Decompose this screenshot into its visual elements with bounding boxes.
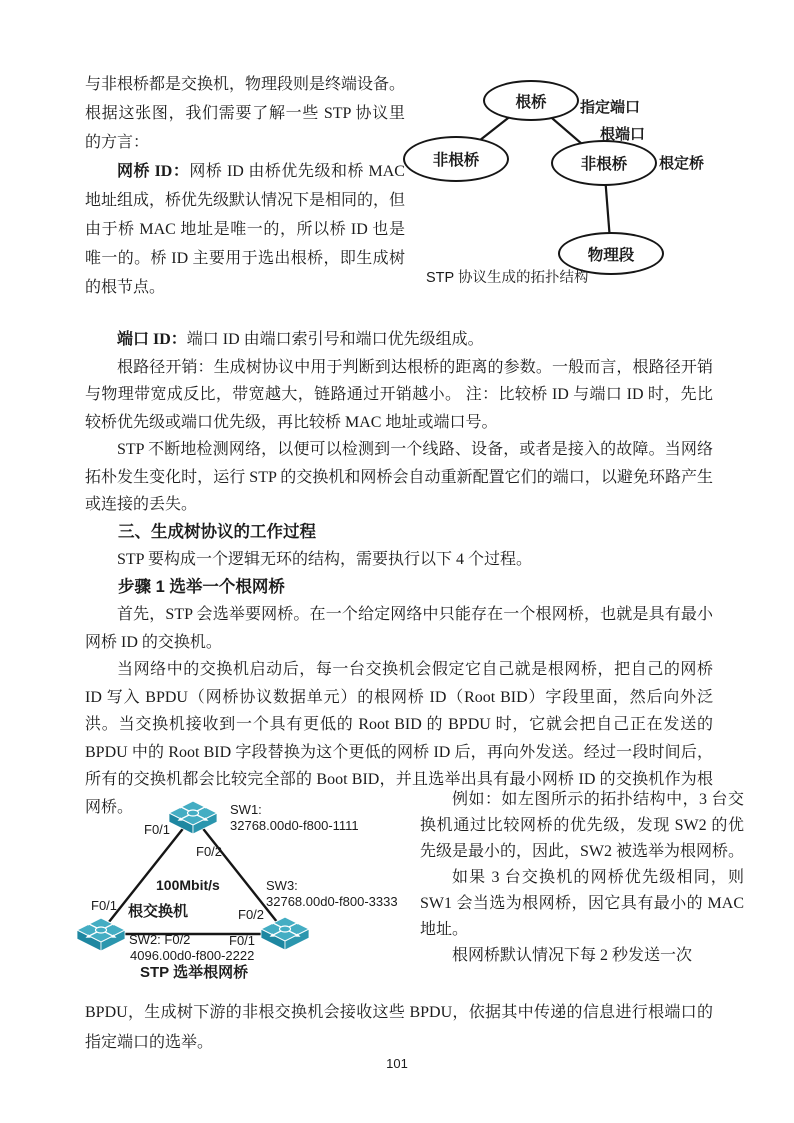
switch-network-diagram	[60, 792, 420, 992]
sw1-label	[230, 802, 359, 834]
sw2-name: SW2: F0/2	[129, 932, 191, 947]
root-switch-label: 根交换机	[128, 903, 189, 920]
paragraph-step1-detail: 当网络中的交换机启动后，每一台交换机会假定它自己就是根网桥，把自己的网桥 ID 写入 BPDU（网桥协议数据单元）的根网桥 ID（Root BID）字段里面，然后向外泛洪。当交换机接收到一个具有更低的 Root BID 的 BPDU 时，它就会把自己正在发送的 BPDU 中的 Root BID 字段替换为这个更低的网桥 ID 后，再向外发送。经过一段时间后，所有的交换机都会比较完全部的 Boot BID，并且选举出具有最小网桥 ID 的交换机作为根网桥。	[85, 661, 713, 816]
root-port-label: 根端口	[600, 126, 646, 143]
sw2-bridge-id: 4096.00d0-f800-2222	[130, 948, 255, 963]
sw3-name: SW3:	[266, 878, 298, 893]
paragraph-example: 例如：如左图所示的拓扑结构中，3 台交换机通过比较网桥的优先级，发现 SW2 的优先级是最小的，因此，SW2 被选举为根网桥。	[420, 791, 745, 860]
sw3-port-top-label: F0/2	[238, 907, 265, 922]
topo-node-nonroot-right	[551, 140, 657, 186]
sw1-name: SW1:	[230, 802, 262, 817]
bottom-text-block	[85, 998, 713, 1058]
sw3-bridge-id: 32768.00d0-f800-3333	[266, 894, 398, 909]
switch-icon	[76, 917, 126, 953]
paragraph-intro: 与非根桥都是交换机，物理段则是终端设备。根据这张图，我们需要了解一些 STP 协议里的方言：	[85, 76, 406, 151]
paragraph-port-id	[85, 326, 713, 354]
paragraph-four-steps: STP 要构成一个逻辑无环的结构，需要执行以下 4 个过程。	[117, 551, 532, 568]
example-text-column	[420, 787, 744, 969]
designated-port-label: 指定端口	[580, 99, 641, 116]
paragraph-same-priority: 如果 3 台交换机的网桥优先级相同，则 SW1 会当选为根网桥，因它具有最小的 MAC 地址。	[420, 869, 744, 938]
page-number: 101	[386, 1056, 408, 1071]
sw1-port-left-label: F0/1	[144, 822, 171, 837]
sw1-port-right-label: F0/2	[196, 844, 223, 859]
section-heading: 三、生成树协议的工作过程	[118, 522, 316, 541]
topo-node-label: 根桥	[515, 93, 547, 111]
switch-icon	[168, 800, 218, 836]
link-speed-label: 100Mbit/s	[156, 877, 220, 893]
sw1-bridge-id: 32768.00d0-f800-1111	[230, 818, 359, 833]
topo-node-root-bridge	[483, 80, 579, 121]
topo-node-nonroot-left	[403, 136, 509, 182]
network-diagram-caption: STP 选举根网桥	[140, 964, 249, 981]
bridge-id-term: 网桥 ID：	[117, 163, 190, 180]
topo-node-label: 非根桥	[580, 156, 628, 173]
bridge-id-definition: 网桥 ID 由桥优先级和桥 MAC 地址组成，桥优先级默认情况下是相同的，但由于桥 MAC 地址是唯一的，所以桥 ID 也是唯一的。桥 ID 主要用于选出根桥，即生成树的根节点。	[85, 163, 406, 296]
topology-caption: STP 协议生成的拓扑结构	[426, 270, 589, 286]
paragraph-stp-detect: STP 不断地检测网络，以便可以检测到一个线路、设备，或者是接入的故障。当网络拓朴发生变化时，运行 STP 的交换机和网桥会自动重新配置它们的端口，以避免环路产生或连接的丢失。	[85, 441, 713, 513]
switch-icon	[260, 916, 310, 952]
main-text-block	[85, 326, 713, 821]
stp-topology-diagram	[400, 60, 750, 300]
paragraph-step1-intro: 首先，STP 会选举要网桥。在一个给定网络中只能存在一个根网桥，也就是具有最小网桥 ID 的交换机。	[85, 606, 713, 651]
step1-heading: 步骤 1 选举一个根网桥	[118, 577, 285, 596]
port-id-definition: 端口 ID 由端口索引号和端口优先级组成。	[186, 331, 484, 348]
sw3-label	[266, 878, 398, 910]
paragraph-bpdu-continued: BPDU，生成树下游的非根交换机会接收这些 BPDU，依据其中传递的信息进行根端口的指定端口的选举。	[85, 1004, 713, 1051]
sw2-port-top-label: F0/1	[91, 898, 118, 913]
paragraph-bpdu-interval: 根网桥默认情况下每 2 秒发送一次	[452, 947, 693, 964]
topo-node-label: 非根桥	[432, 152, 480, 169]
sw3-port-left-label: F0/1	[229, 933, 256, 948]
port-id-term: 端口 ID：	[117, 331, 187, 348]
paragraph-root-path-cost: 根路径开销：生成树协议中用于判断到达根桥的距离的参数。一般而言，根路径开销与物理带宽成反比，带宽越大，链路通过开销越小。 注：比较桥 ID 与端口 ID 时，先比较桥优先级或端口优先级，再比较桥 MAC 地址或端口号。	[85, 358, 713, 431]
intro-text-column	[85, 70, 405, 302]
root-designated-bridge-label: 根定桥	[659, 155, 705, 172]
topo-node-label: 物理段	[587, 246, 635, 264]
paragraph-bridge-id	[85, 157, 405, 302]
